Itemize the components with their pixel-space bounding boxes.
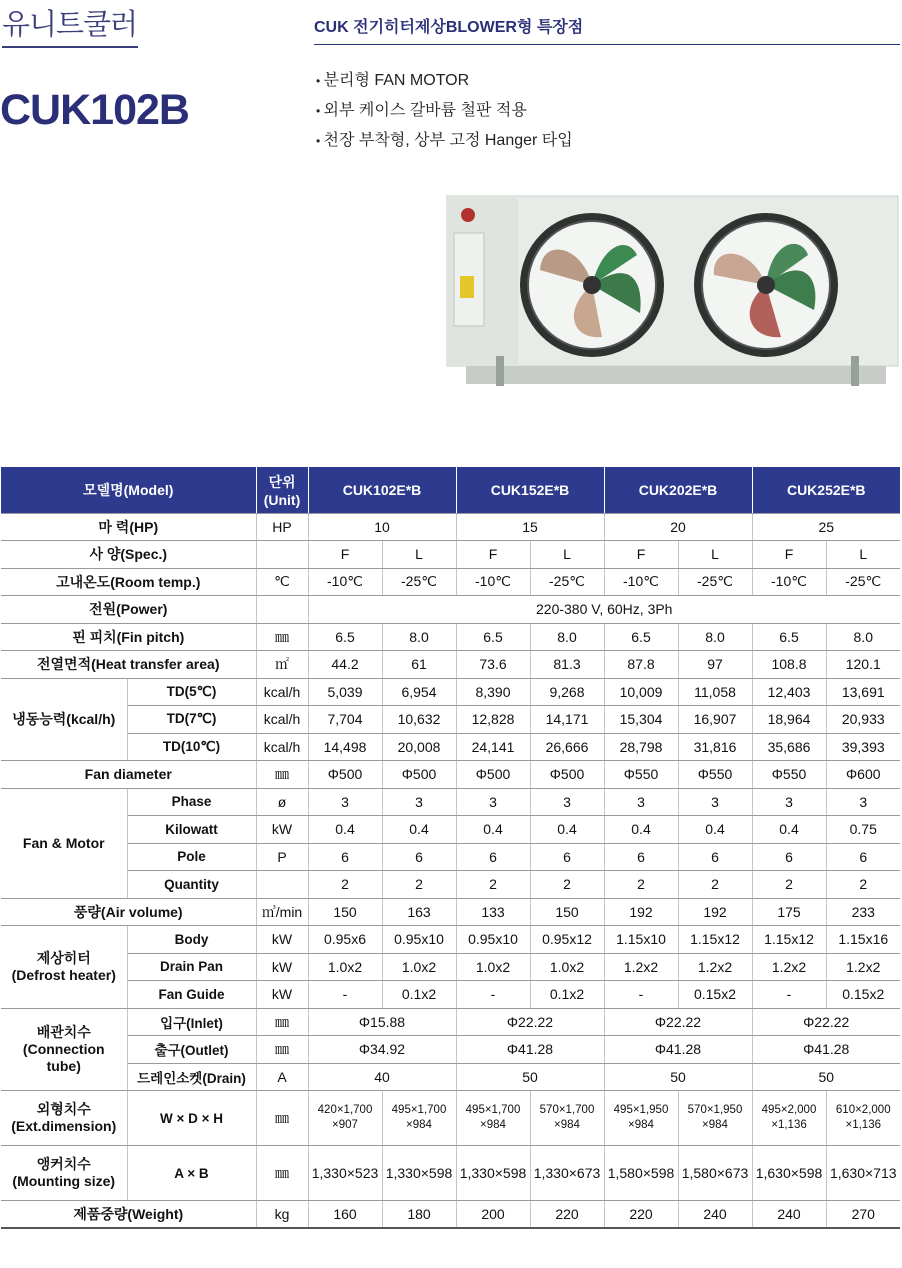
table-cell: Φ22.22 [604,1008,752,1036]
table-cell: 6.5 [752,623,826,651]
unit-cell: P [256,843,308,871]
sub-label: Fan Guide [127,981,256,1009]
unit-cell: ㎡ [256,651,308,679]
table-cell: 0.15x2 [826,981,900,1009]
table-cell: 8,390 [456,678,530,706]
table-cell: 2 [382,871,456,899]
table-cell: 0.95x12 [530,926,604,954]
table-cell: Φ34.92 [308,1036,456,1064]
table-cell: 150 [308,898,382,926]
unit-cell: ㎜ [256,1008,308,1036]
table-cell: 73.6 [456,651,530,679]
group-label: 제상히터 (Defrost heater) [1,926,127,1009]
table-cell: Φ550 [752,761,826,789]
table-row [1,926,900,954]
table-cell: Φ600 [826,761,900,789]
sub-label: Drain Pan [127,953,256,981]
table-cell: 18,964 [752,706,826,734]
table-cell: 1.0x2 [382,953,456,981]
category-title: 유니트쿨러 [2,7,138,41]
table-cell: 120.1 [826,651,900,679]
table-cell: Φ22.22 [456,1008,604,1036]
table-cell: 220 [604,1201,678,1229]
unit-cell: ㎜ [256,1036,308,1064]
sub-label: 출구(Outlet) [127,1036,256,1064]
table-cell: -25℃ [678,568,752,596]
table-cell: 220 [530,1201,604,1229]
table-cell: 6 [826,843,900,871]
table-cell: 2 [678,871,752,899]
table-cell: 3 [604,788,678,816]
table-cell: 0.95x10 [382,926,456,954]
table-row [1,541,900,569]
group-label: 배관치수 (Connection tube) [1,1008,127,1091]
table-cell: 1.0x2 [308,953,382,981]
table-cell: 133 [456,898,530,926]
table-cell: 0.4 [456,816,530,844]
table-cell: 3 [308,788,382,816]
unit-cell: kW [256,926,308,954]
table-cell: 6 [308,843,382,871]
table-cell: Φ22.22 [752,1008,900,1036]
table-row [1,651,900,679]
table-cell: F [604,541,678,569]
table-cell: 0.95x6 [308,926,382,954]
table-cell: 8.0 [826,623,900,651]
table-cell: L [826,541,900,569]
header-model-name: CUK252E*B [752,467,900,513]
table-cell: Φ500 [308,761,382,789]
table-cell: Φ550 [604,761,678,789]
table-cell: 233 [826,898,900,926]
unit-cell: kW [256,981,308,1009]
table-cell: 1,630×598 [752,1146,826,1201]
table-cell: 44.2 [308,651,382,679]
table-cell: 3 [678,788,752,816]
table-cell: 50 [604,1063,752,1091]
table-cell: 10,632 [382,706,456,734]
table-cell: 160 [308,1201,382,1229]
table-cell: 10 [308,513,456,541]
table-cell: - [752,981,826,1009]
sub-label: 드레인소켓(Drain) [127,1063,256,1091]
row-label: 고내온도(Room temp.) [1,568,256,596]
table-cell: 2 [826,871,900,899]
table-cell: 0.4 [530,816,604,844]
table-cell: 200 [456,1201,530,1229]
table-cell: 3 [382,788,456,816]
table-cell: 0.4 [604,816,678,844]
unit-cell: ㎜ [256,623,308,651]
header-unit: 단위 (Unit) [256,467,308,513]
table-cell: 6,954 [382,678,456,706]
table-row [1,1063,900,1091]
table-cell: 1,330×523 [308,1146,382,1201]
spec-table [1,467,900,1229]
table-cell: 35,686 [752,733,826,761]
unit-cell: kcal/h [256,678,308,706]
table-cell: 3 [752,788,826,816]
table-cell: 1,630×713 [826,1146,900,1201]
row-label: 사 양(Spec.) [1,541,256,569]
group-label: Fan & Motor [1,788,127,898]
sub-label: Kilowatt [127,816,256,844]
table-cell: 1.2x2 [826,953,900,981]
table-cell: 0.4 [752,816,826,844]
table-cell: - [604,981,678,1009]
table-cell: 9,268 [530,678,604,706]
table-cell: 220-380 V, 60Hz, 3Ph [308,596,900,624]
table-cell: 180 [382,1201,456,1229]
table-cell: 1,330×598 [456,1146,530,1201]
unit-cell: ㎥/min [256,898,308,926]
table-cell: 8.0 [678,623,752,651]
sub-label: Pole [127,843,256,871]
table-row [1,733,900,761]
table-cell: 270 [826,1201,900,1229]
table-row [1,623,900,651]
feature-list [316,66,573,156]
table-cell: L [530,541,604,569]
table-cell: 150 [530,898,604,926]
table-cell: 610×2,000 ×1,136 [826,1091,900,1146]
group-label: 냉동능력(kcal/h) [1,678,127,761]
table-cell: 163 [382,898,456,926]
unit-cell: ø [256,788,308,816]
table-row [1,898,900,926]
table-cell: Φ550 [678,761,752,789]
feature-item: • 분리형 FAN MOTOR [316,66,573,96]
table-cell: 1.0x2 [456,953,530,981]
table-row [1,816,900,844]
table-cell: F [752,541,826,569]
unit-cell: ㎜ [256,1091,308,1146]
table-cell: -25℃ [382,568,456,596]
unit-cell: kcal/h [256,733,308,761]
table-cell: 0.15x2 [678,981,752,1009]
table-cell: 1.2x2 [678,953,752,981]
table-cell: 15 [456,513,604,541]
unit-cell: ㎜ [256,761,308,789]
header-model: 모델명(Model) [1,467,256,513]
table-cell: 240 [678,1201,752,1229]
table-cell: 240 [752,1201,826,1229]
table-cell: 20,933 [826,706,900,734]
table-cell: 0.1x2 [530,981,604,1009]
header-model-name: CUK202E*B [604,467,752,513]
table-cell: 1.2x2 [752,953,826,981]
features-heading: CUK 전기히터제상BLOWER형 특장점 [314,19,584,36]
table-cell: L [382,541,456,569]
row-label: 전원(Power) [1,596,256,624]
unit-cell: kcal/h [256,706,308,734]
table-cell: 1.2x2 [604,953,678,981]
table-cell: 12,828 [456,706,530,734]
table-row [1,871,900,899]
table-cell: 50 [456,1063,604,1091]
table-cell: 15,304 [604,706,678,734]
table-cell: Φ500 [530,761,604,789]
unit-cell: ㎜ [256,1146,308,1201]
table-cell: Φ41.28 [456,1036,604,1064]
table-cell: Φ15.88 [308,1008,456,1036]
table-cell: L [678,541,752,569]
row-label: 풍량(Air volume) [1,898,256,926]
table-cell: 3 [530,788,604,816]
table-cell: 81.3 [530,651,604,679]
unit-cell [256,871,308,899]
table-cell: Φ41.28 [752,1036,900,1064]
unit-cell: kg [256,1201,308,1229]
table-cell: 2 [308,871,382,899]
unit-cell [256,541,308,569]
table-row [1,953,900,981]
table-cell: 20,008 [382,733,456,761]
table-cell: 12,403 [752,678,826,706]
group-label: 외형치수 (Ext.dimension) [1,1091,127,1146]
table-cell: 24,141 [456,733,530,761]
table-cell: 10,009 [604,678,678,706]
table-cell: 6.5 [456,623,530,651]
table-cell: Φ500 [456,761,530,789]
table-cell: 0.4 [308,816,382,844]
table-cell: 1.0x2 [530,953,604,981]
row-label: 제품중량(Weight) [1,1201,256,1229]
table-row [1,1008,900,1036]
header-model-name: CUK152E*B [456,467,604,513]
table-row [1,761,900,789]
table-cell: -10℃ [752,568,826,596]
table-cell: 1,330×598 [382,1146,456,1201]
table-cell: Φ500 [382,761,456,789]
table-cell: 495×1,700 ×984 [382,1091,456,1146]
table-cell: 11,058 [678,678,752,706]
table-cell: 8.0 [382,623,456,651]
table-cell: 6.5 [604,623,678,651]
table-cell: 20 [604,513,752,541]
table-cell: 14,171 [530,706,604,734]
table-row [1,1091,900,1146]
unit-cooler-photo [446,188,900,404]
table-cell: 495×1,950 ×984 [604,1091,678,1146]
table-row [1,981,900,1009]
row-label: 마 력(HP) [1,513,256,541]
table-cell: 13,691 [826,678,900,706]
heading-underline [314,44,900,45]
unit-cell: kW [256,816,308,844]
table-cell: F [456,541,530,569]
table-cell: 6 [530,843,604,871]
group-label: 앵커치수 (Mounting size) [1,1146,127,1201]
table-row [1,568,900,596]
table-cell: 495×2,000 ×1,136 [752,1091,826,1146]
table-cell: 14,498 [308,733,382,761]
table-cell: 6 [456,843,530,871]
table-cell: - [456,981,530,1009]
table-row [1,596,900,624]
table-cell: -25℃ [530,568,604,596]
row-label: 전열면적(Heat transfer area) [1,651,256,679]
unit-cell: kW [256,953,308,981]
unit-cell: A [256,1063,308,1091]
table-cell: 1.15x12 [752,926,826,954]
table-cell: 192 [678,898,752,926]
table-cell: 97 [678,651,752,679]
sub-label: 입구(Inlet) [127,1008,256,1036]
table-cell: 7,704 [308,706,382,734]
table-cell: 192 [604,898,678,926]
table-cell: - [308,981,382,1009]
table-cell: 2 [604,871,678,899]
table-cell: -10℃ [456,568,530,596]
table-cell: 495×1,700 ×984 [456,1091,530,1146]
table-cell: 39,393 [826,733,900,761]
table-cell: 5,039 [308,678,382,706]
table-cell: 31,816 [678,733,752,761]
unit-cell: ℃ [256,568,308,596]
table-cell: 0.75 [826,816,900,844]
row-label: 핀 피치(Fin pitch) [1,623,256,651]
table-cell: F [308,541,382,569]
table-cell: 28,798 [604,733,678,761]
table-cell: 2 [530,871,604,899]
table-cell: -10℃ [604,568,678,596]
table-row [1,1201,900,1229]
table-cell: 61 [382,651,456,679]
table-cell: 0.4 [382,816,456,844]
table-cell: 0.1x2 [382,981,456,1009]
table-cell: 1.15x16 [826,926,900,954]
row-label: Fan diameter [1,761,256,789]
table-cell: 570×1,950 ×984 [678,1091,752,1146]
table-cell: 6 [604,843,678,871]
feature-item: • 천장 부착형, 상부 고정 Hanger 타입 [316,126,573,156]
table-cell: 0.95x10 [456,926,530,954]
table-cell: 40 [308,1063,456,1091]
table-cell: 1,330×673 [530,1146,604,1201]
unit-cell: HP [256,513,308,541]
table-cell: 175 [752,898,826,926]
table-cell: 108.8 [752,651,826,679]
table-cell: 420×1,700 ×907 [308,1091,382,1146]
sub-label: A × B [127,1146,256,1201]
table-cell: 50 [752,1063,900,1091]
table-row [1,513,900,541]
table-row [1,788,900,816]
table-cell: 6 [752,843,826,871]
table-row [1,467,900,513]
table-cell: -25℃ [826,568,900,596]
table-cell: 570×1,700 ×984 [530,1091,604,1146]
table-row [1,1146,900,1201]
table-cell: -10℃ [308,568,382,596]
table-row [1,678,900,706]
unit-cell [256,596,308,624]
sub-label: TD(7℃) [127,706,256,734]
table-cell: 26,666 [530,733,604,761]
table-row [1,843,900,871]
table-cell: 6.5 [308,623,382,651]
table-cell: Φ41.28 [604,1036,752,1064]
sub-label: W × D × H [127,1091,256,1146]
table-cell: 0.4 [678,816,752,844]
table-cell: 6 [678,843,752,871]
table-cell: 3 [826,788,900,816]
model-name: CUK102B [0,86,189,134]
table-cell: 6 [382,843,456,871]
feature-item: • 외부 케이스 갈바륨 철판 적용 [316,96,573,126]
table-cell: 1.15x10 [604,926,678,954]
table-cell: 16,907 [678,706,752,734]
table-cell: 25 [752,513,900,541]
table-cell: 3 [456,788,530,816]
sub-label: Phase [127,788,256,816]
table-cell: 1.15x12 [678,926,752,954]
sub-label: TD(5℃) [127,678,256,706]
table-cell: 2 [456,871,530,899]
table-cell: 1,580×673 [678,1146,752,1201]
sub-label: TD(10℃) [127,733,256,761]
table-row [1,1036,900,1064]
table-cell: 87.8 [604,651,678,679]
header-model-name: CUK102E*B [308,467,456,513]
table-row [1,706,900,734]
sub-label: Quantity [127,871,256,899]
category-underline [2,46,138,48]
table-cell: 8.0 [530,623,604,651]
table-cell: 2 [752,871,826,899]
table-cell: 1,580×598 [604,1146,678,1201]
sub-label: Body [127,926,256,954]
